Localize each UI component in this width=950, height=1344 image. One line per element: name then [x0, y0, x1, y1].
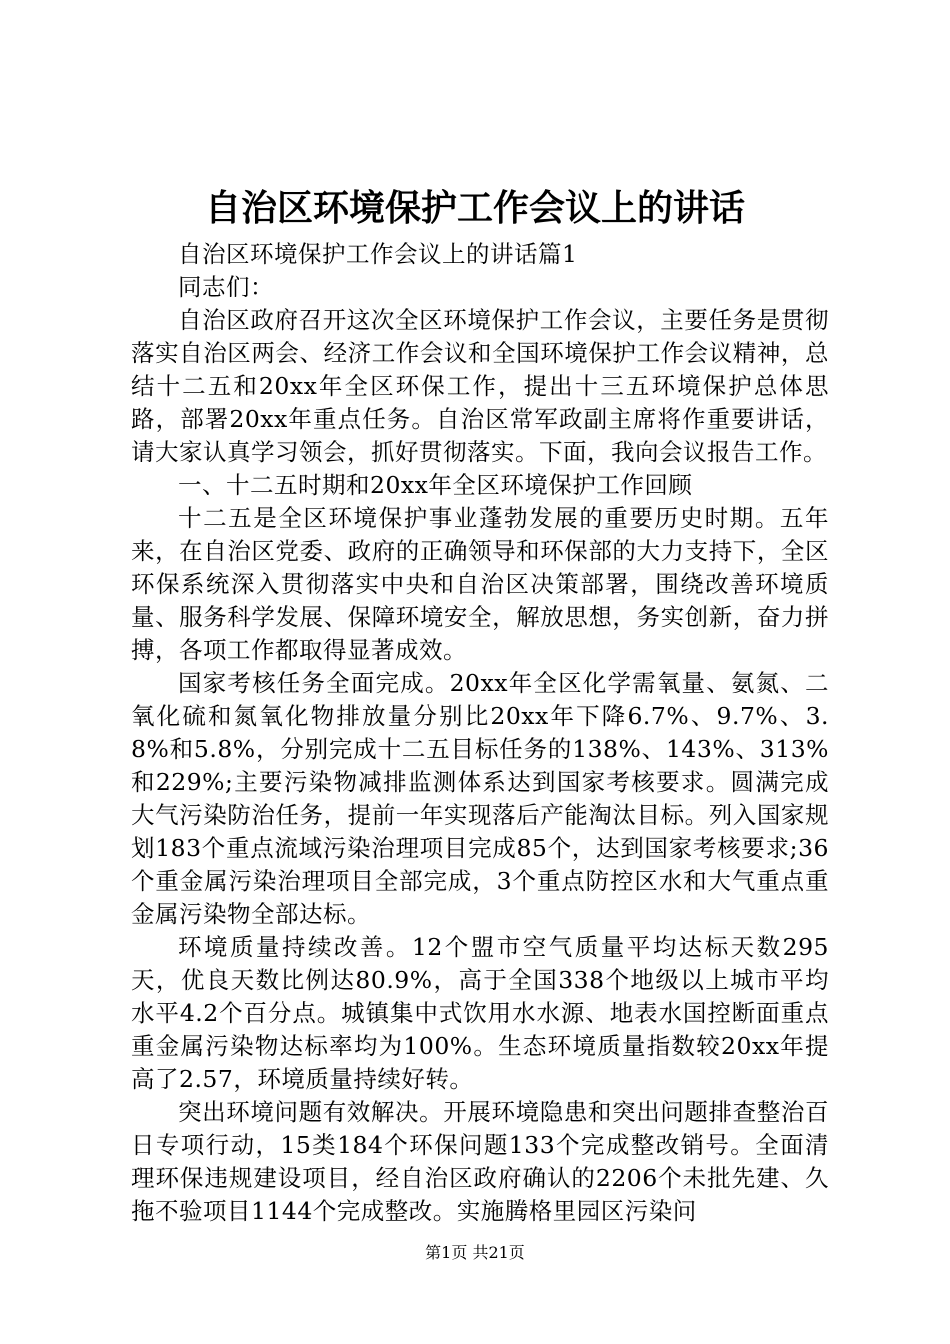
paragraph-tasks: 国家考核任务全面完成。20xx年全区化学需氧量、氨氮、二氧化硫和氮氧化物排放量分别比20xx年下降6.7%、9.7%、3.8%和5.8%，分别完成十二五目标任务的138%、143%、313%和229%;主要污染物减排监测体系达到国家考核要求。圆满完成大气污染防治任务，提前一年实现落后产能淘汰目标。列入国家规划183个重点流域污染治理项目完成85个，达到国家考核要求;36个重金属污染治理项目全部完成，3个重点防控区水和大气重点重金属污染物全部达标。	[131, 669, 829, 928]
paragraph-salutation: 同志们：	[178, 273, 274, 301]
page-number-footer: 第1页 共21页	[425, 1243, 525, 1262]
paragraph-subtitle: 自治区环境保护工作会议上的讲话篇1	[178, 240, 578, 268]
paragraph-review: 十二五是全区环境保护事业蓬勃发展的重要历史时期。五年来，在自治区党委、政府的正确领导和环保部的大力支持下，全区环保系统深入贯彻落实中央和自治区决策部署，围绕改善环境质量、服务科学发展、保障环境安全，解放思想，务实创新，奋力拼搏，各项工作都取得显著成效。	[131, 504, 829, 664]
document-title: 自治区环境保护工作会议上的讲话	[204, 188, 745, 229]
document-body	[131, 238, 829, 1228]
paragraph-intro: 自治区政府召开这次全区环境保护工作会议，主要任务是贯彻落实自治区两会、经济工作会议和全国环境保护工作会议精神，总结十二五和20xx年全区环保工作，提出十三五环境保护总体思路，部署20xx年重点任务。自治区常军政副主席将作重要讲话，请大家认真学习领会，抓好贯彻落实。下面，我向会议报告工作。	[131, 306, 829, 466]
paragraph-problems: 突出环境问题有效解决。开展环境隐患和突出问题排查整治百日专项行动，15类184个环保问题133个完成整改销号。全面清理环保违规建设项目，经自治区政府确认的2206个未批先建、久拖不验项目1144个完成整改。实施腾格里园区污染问	[131, 1098, 829, 1225]
paragraph-quality: 环境质量持续改善。12个盟市空气质量平均达标天数295天，优良天数比例达80.9%，高于全国338个地级以上城市平均水平4.2个百分点。城镇集中式饮用水水源、地表水国控断面重点重金属污染物达标率均为100%。生态环境质量指数较20xx年提高了2.57，环境质量持续好转。	[131, 933, 829, 1093]
section-heading: 一、十二五时期和20xx年全区环境保护工作回顾	[178, 471, 693, 499]
